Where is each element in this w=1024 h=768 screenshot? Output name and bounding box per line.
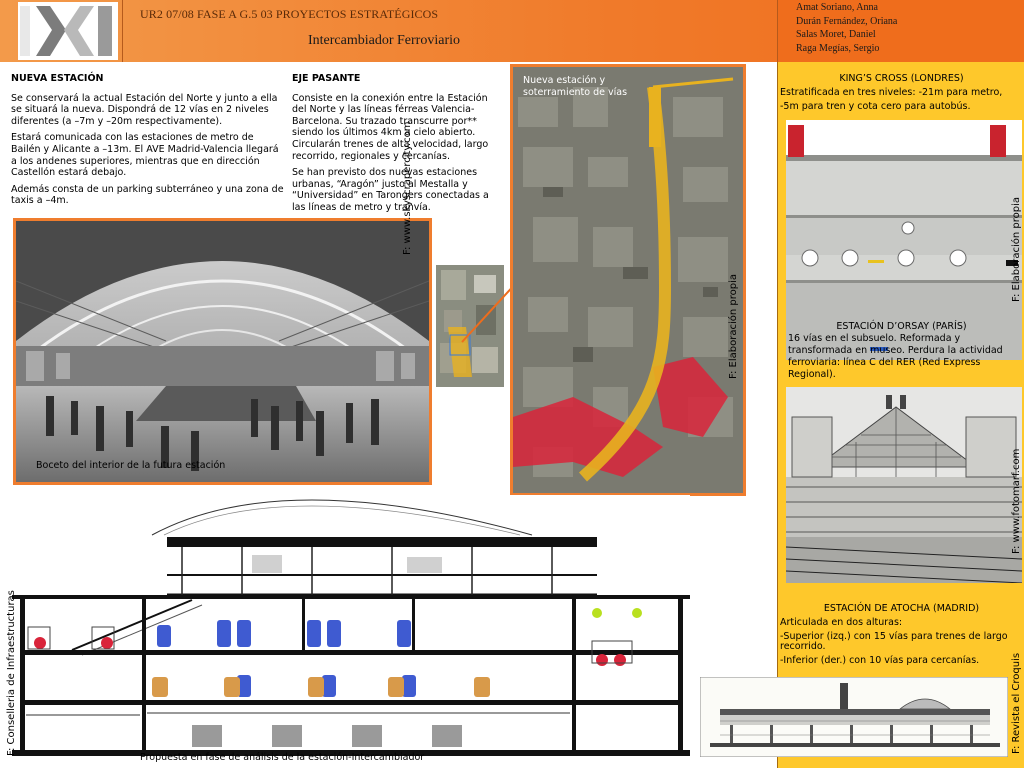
- logo: [18, 2, 118, 60]
- paragraph: Además consta de un parking subterráneo y una zona de taxis a –4m.: [11, 183, 284, 207]
- course-title: UR2 07/08 FASE A G.5 03 PROYECTOS ESTRATÉGICOS: [140, 7, 439, 21]
- paragraph: Estará comunicada con las estaciones de metro de Bailén y Alicante a –13m. El AVE Madrid-Valencia llegará a los andenes superiores, mientras que en dirección Castellón estará debajo.: [11, 132, 279, 179]
- section-heading: NUEVA ESTACIÓN: [11, 73, 104, 84]
- orsay-description: 16 vías en el subsuelo. Reformada y transformada en museo. Perdura la actividad ferroviaria: línea C del RER (Red Express Regional).: [788, 333, 1003, 380]
- image-credit: F: Elaboración propia: [1011, 197, 1022, 302]
- kings-cross-title: KING’S CROSS (LONDRES): [839, 73, 964, 84]
- atocha-section-drawing: [700, 677, 1008, 757]
- description-line: -Superior (izq.) con 15 vías para trenes de largo recorrido.: [780, 631, 1008, 652]
- kings-cross-description: [780, 87, 1024, 113]
- author-name: Amat Soriano, Anna: [796, 2, 878, 13]
- image-caption: Propuesta en fase de análisis de la estación-Intercambiador: [140, 752, 425, 763]
- image-credit: F: Elaboración propia: [728, 274, 739, 379]
- image-caption: Boceto del interior de la futura estación: [36, 460, 226, 471]
- orsay-engraving: [786, 387, 1022, 583]
- section-heading: EJE PASANTE: [292, 73, 361, 84]
- image-credit: F: Revista el Croquis: [1011, 652, 1022, 754]
- atocha-description: [780, 617, 1024, 667]
- description-line: -5m para tren y cota cero para autobús.: [780, 101, 971, 112]
- aerial-route-map: [510, 64, 746, 496]
- map-label: Nueva estación y soterramiento de vías: [523, 75, 628, 98]
- paragraph: Consiste en la conexión entre la Estación del Norte y las líneas férreas Valencia-Barcelona. Su trazado transcurre por** siendo los últimos 4km a cielo abierto. Circularán trenes de alta velocidad, largo recorrido, regionales y cercanías.: [292, 92, 489, 162]
- paragraph: Se conservará la actual Estación del Norte y junto a ella se situará la nueva. Dispondrá de 12 vías en 2 niveles diferentes (a –7m y –20m respectivamente).: [11, 92, 278, 127]
- nueva-estacion-section: [11, 73, 285, 212]
- atocha-title: ESTACIÓN DE ATOCHA (MADRID): [823, 603, 980, 614]
- project-title: Intercambiador Ferroviario: [308, 33, 460, 48]
- image-credit: F: www.fotomarf.com: [1011, 448, 1022, 554]
- station-section-drawing: [12, 495, 690, 765]
- author-name: Raga Megías, Sergio: [796, 42, 880, 54]
- header-bar: [0, 0, 1024, 62]
- author-name: Salas Moret, Daniel: [796, 29, 876, 41]
- author-name: Durán Fernández, Oriana: [796, 15, 898, 27]
- description-line: Estratificada en tres niveles: -21m para metro,: [780, 87, 1003, 98]
- description-line: Articulada en dos alturas:: [780, 617, 903, 628]
- paragraph: Se han previsto dos nuevas estaciones urbanas, “Aragón” justo al Mestalla y “Universidad” en Tarongers conectadas a las líneas de metro y tranvía.: [292, 167, 489, 213]
- reference-stations-panel: [777, 62, 1024, 768]
- orsay-title: ESTACIÓN D’ORSAY (PARÍS): [836, 321, 967, 332]
- header-divider: [122, 0, 123, 62]
- author-list: [777, 0, 1024, 62]
- interior-sketch-image: [13, 218, 432, 485]
- image-credit: F: Conselleria de Infraestructuras: [6, 590, 17, 756]
- image-credit: F: www.skyscrapercity.com: [402, 121, 413, 255]
- description-line: -Inferior (der.) con 10 vías para cercanías.: [780, 655, 980, 666]
